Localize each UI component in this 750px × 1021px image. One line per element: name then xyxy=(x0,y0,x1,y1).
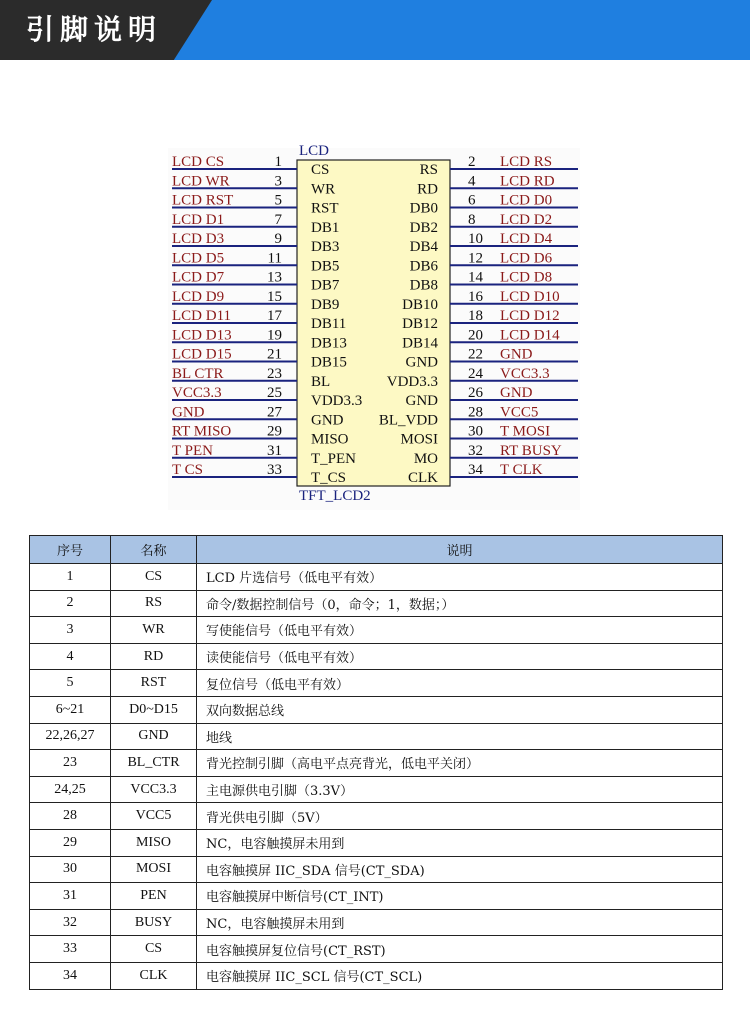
pin-name-left: BL xyxy=(311,373,331,390)
cell-description: 背光控制引脚（高电平点亮背光，低电平关闭） xyxy=(197,750,723,777)
pin-number-right: 32 xyxy=(468,442,483,459)
net-label-right: LCD D14 xyxy=(500,327,560,344)
cell-name: GND xyxy=(111,723,197,750)
pin-number-right: 4 xyxy=(468,173,476,190)
cell-description: 电容触摸屏中断信号(CT_INT) xyxy=(197,883,723,910)
table-row xyxy=(30,590,723,617)
pin-number-left: 7 xyxy=(274,211,282,228)
table-row xyxy=(30,829,723,856)
cell-description: 背光供电引脚（5V） xyxy=(197,803,723,830)
cell-index: 5 xyxy=(30,670,111,697)
pin-name-left: DB9 xyxy=(311,296,340,313)
cell-description: 写使能信号（低电平有效） xyxy=(197,617,723,644)
pin-number-left: 13 xyxy=(267,269,282,286)
net-label-right: LCD RS xyxy=(500,154,553,170)
cell-description: 复位信号（低电平有效） xyxy=(197,670,723,697)
pin-name-left: VDD3.3 xyxy=(311,393,363,409)
table-row xyxy=(30,670,723,697)
pin-number-right: 14 xyxy=(468,269,483,286)
pin-number-right: 22 xyxy=(468,346,483,363)
header-description: 说明 xyxy=(197,536,723,564)
cell-index: 3 xyxy=(30,617,111,644)
pin-name-left: DB11 xyxy=(311,316,347,332)
net-label-left: BL CTR xyxy=(172,365,224,382)
pin-number-left: 19 xyxy=(267,327,282,344)
pin-number-left: 5 xyxy=(274,192,282,209)
net-label-left: VCC3.3 xyxy=(172,385,222,401)
table-row xyxy=(30,696,723,723)
pin-name-right: VDD3.3 xyxy=(386,373,438,390)
pin-number-left: 21 xyxy=(267,346,282,363)
net-label-right: LCD D2 xyxy=(500,211,553,228)
pin-number-left: 25 xyxy=(267,385,282,401)
component-top-label: LCD xyxy=(299,143,329,159)
net-label-right: RT BUSY xyxy=(500,442,562,459)
cell-description: NC，电容触摸屏未用到 xyxy=(197,829,723,856)
pin-name-right: DB14 xyxy=(402,335,438,352)
net-label-left: LCD RST xyxy=(172,192,234,209)
pin-number-right: 10 xyxy=(468,231,483,247)
cell-name: VCC3.3 xyxy=(111,776,197,803)
pin-number-right: 20 xyxy=(468,327,483,344)
pin-name-left: RST xyxy=(311,200,339,217)
net-label-left: LCD D7 xyxy=(172,269,225,286)
pin-name-right: DB10 xyxy=(402,296,438,313)
pin-name-left: DB1 xyxy=(311,219,340,236)
pin-number-left: 31 xyxy=(267,442,282,459)
cell-name: PEN xyxy=(111,883,197,910)
pin-name-right: DB6 xyxy=(409,258,438,275)
table-row xyxy=(30,617,723,644)
net-label-right: VCC3.3 xyxy=(500,365,550,382)
net-label-right: LCD D8 xyxy=(500,269,553,286)
pin-name-right: BL_VDD xyxy=(378,412,438,429)
cell-name: RST xyxy=(111,670,197,697)
header-name: 名称 xyxy=(111,536,197,564)
net-label-right: LCD D12 xyxy=(500,308,560,324)
net-label-left: LCD D3 xyxy=(172,231,225,247)
pin-number-right: 26 xyxy=(468,385,483,401)
net-label-left: T PEN xyxy=(172,442,213,459)
cell-description: 主电源供电引脚（3.3V） xyxy=(197,776,723,803)
cell-index: 32 xyxy=(30,909,111,936)
cell-description: 电容触摸屏 IIC_SCL 信号(CT_SCL) xyxy=(197,962,723,989)
pin-number-right: 12 xyxy=(468,250,483,267)
pin-number-right: 18 xyxy=(468,308,483,324)
net-label-left: RT MISO xyxy=(172,423,232,440)
pin-name-left: T_PEN xyxy=(311,450,356,467)
cell-name: CS xyxy=(111,564,197,591)
cell-index: 22,26,27 xyxy=(30,723,111,750)
net-label-right: LCD D0 xyxy=(500,192,553,209)
pin-name-right: MO xyxy=(413,450,438,467)
pin-name-left: DB5 xyxy=(311,258,340,275)
pin-number-right: 24 xyxy=(468,365,483,382)
pin-number-left: 33 xyxy=(267,462,282,478)
cell-name: MISO xyxy=(111,829,197,856)
table-row xyxy=(30,856,723,883)
cell-name: BL_CTR xyxy=(111,750,197,777)
pin-name-right: GND xyxy=(405,393,438,409)
cell-description: 读使能信号（低电平有效） xyxy=(197,643,723,670)
net-label-left: LCD D15 xyxy=(172,346,232,363)
pin-name-left: DB13 xyxy=(311,335,347,352)
net-label-right: GND xyxy=(500,385,533,401)
net-label-right: LCD D10 xyxy=(500,288,560,305)
net-label-left: T CS xyxy=(172,462,203,478)
header-index: 序号 xyxy=(30,536,111,564)
table-row xyxy=(30,936,723,963)
table-row xyxy=(30,750,723,777)
cell-name: VCC5 xyxy=(111,803,197,830)
pin-name-right: DB8 xyxy=(409,277,438,294)
pin-number-left: 1 xyxy=(274,154,282,170)
pin-name-left: DB3 xyxy=(311,239,340,255)
pin-name-right: DB12 xyxy=(402,316,438,332)
cell-index: 28 xyxy=(30,803,111,830)
table-row xyxy=(30,962,723,989)
cell-description: 电容触摸屏复位信号(CT_RST) xyxy=(197,936,723,963)
net-label-left: LCD D13 xyxy=(172,327,232,344)
pin-name-left: T_CS xyxy=(311,470,347,486)
cell-name: CLK xyxy=(111,962,197,989)
pin-name-right: RD xyxy=(417,181,438,198)
cell-name: MOSI xyxy=(111,856,197,883)
pin-number-left: 29 xyxy=(267,423,282,440)
net-label-left: LCD D1 xyxy=(172,211,225,228)
net-label-right: T CLK xyxy=(500,462,543,478)
pin-number-right: 8 xyxy=(468,211,476,228)
pin-name-left: DB7 xyxy=(311,277,340,294)
pin-name-left: CS xyxy=(311,162,330,178)
net-label-left: LCD D5 xyxy=(172,250,225,267)
net-label-right: GND xyxy=(500,346,533,363)
cell-index: 29 xyxy=(30,829,111,856)
cell-name: RD xyxy=(111,643,197,670)
cell-name: WR xyxy=(111,617,197,644)
net-label-left: GND xyxy=(172,404,205,421)
component-bottom-label: TFT_LCD2 xyxy=(299,488,371,504)
pin-name-left: GND xyxy=(311,412,344,429)
pin-number-left: 23 xyxy=(267,365,282,382)
pin-number-left: 15 xyxy=(267,288,282,305)
banner-title: 引脚说明 xyxy=(26,13,163,46)
net-label-right: LCD D4 xyxy=(500,231,553,247)
pin-number-right: 6 xyxy=(468,192,476,209)
cell-index: 2 xyxy=(30,590,111,617)
net-label-left: LCD WR xyxy=(172,173,230,190)
net-label-right: LCD D6 xyxy=(500,250,553,267)
cell-index: 31 xyxy=(30,883,111,910)
pin-number-right: 34 xyxy=(468,462,483,478)
table-row xyxy=(30,564,723,591)
table-row xyxy=(30,723,723,750)
table-header-row xyxy=(30,536,723,564)
pin-number-left: 9 xyxy=(274,231,282,247)
pin-number-right: 2 xyxy=(468,154,476,170)
cell-description: LCD 片选信号（低电平有效） xyxy=(197,564,723,591)
cell-index: 1 xyxy=(30,564,111,591)
pin-name-right: GND xyxy=(405,354,438,371)
pin-number-right: 28 xyxy=(468,404,483,421)
pin-number-left: 11 xyxy=(267,250,282,267)
pin-number-left: 3 xyxy=(274,173,282,190)
net-label-right: T MOSI xyxy=(500,423,551,440)
cell-index: 30 xyxy=(30,856,111,883)
net-label-right: LCD RD xyxy=(500,173,555,190)
pin-name-right: MOSI xyxy=(400,431,438,448)
pin-name-right: DB2 xyxy=(409,219,438,236)
pin-number-left: 27 xyxy=(267,404,282,421)
table-row xyxy=(30,803,723,830)
net-label-right: VCC5 xyxy=(500,404,539,421)
cell-name: D0~D15 xyxy=(111,696,197,723)
pin-number-right: 16 xyxy=(468,288,483,305)
pin-name-right: RS xyxy=(419,162,438,178)
cell-index: 6~21 xyxy=(30,696,111,723)
cell-description: NC，电容触摸屏未用到 xyxy=(197,909,723,936)
cell-description: 双向数据总线 xyxy=(197,696,723,723)
cell-description: 电容触摸屏 IIC_SDA 信号(CT_SDA) xyxy=(197,856,723,883)
cell-index: 23 xyxy=(30,750,111,777)
table-row xyxy=(30,909,723,936)
cell-description: 地线 xyxy=(197,723,723,750)
pin-number-left: 17 xyxy=(267,308,282,324)
cell-name: RS xyxy=(111,590,197,617)
net-label-left: LCD D11 xyxy=(172,308,232,324)
cell-index: 4 xyxy=(30,643,111,670)
pin-name-left: DB15 xyxy=(311,354,347,371)
table-row xyxy=(30,883,723,910)
cell-description: 命令/数据控制信号（0，命令；1，数据；） xyxy=(197,590,723,617)
cell-index: 33 xyxy=(30,936,111,963)
pin-name-right: CLK xyxy=(408,470,438,486)
cell-index: 24,25 xyxy=(30,776,111,803)
pin-table xyxy=(29,535,723,990)
net-label-left: LCD D9 xyxy=(172,288,225,305)
pin-name-left: MISO xyxy=(311,431,349,448)
cell-index: 34 xyxy=(30,962,111,989)
pin-name-right: DB0 xyxy=(409,200,438,217)
pin-name-left: WR xyxy=(311,181,336,198)
table-row xyxy=(30,643,723,670)
pin-number-right: 30 xyxy=(468,423,483,440)
cell-name: CS xyxy=(111,936,197,963)
net-label-left: LCD CS xyxy=(172,154,225,170)
cell-name: BUSY xyxy=(111,909,197,936)
pin-name-right: DB4 xyxy=(409,239,438,255)
table-row xyxy=(30,776,723,803)
